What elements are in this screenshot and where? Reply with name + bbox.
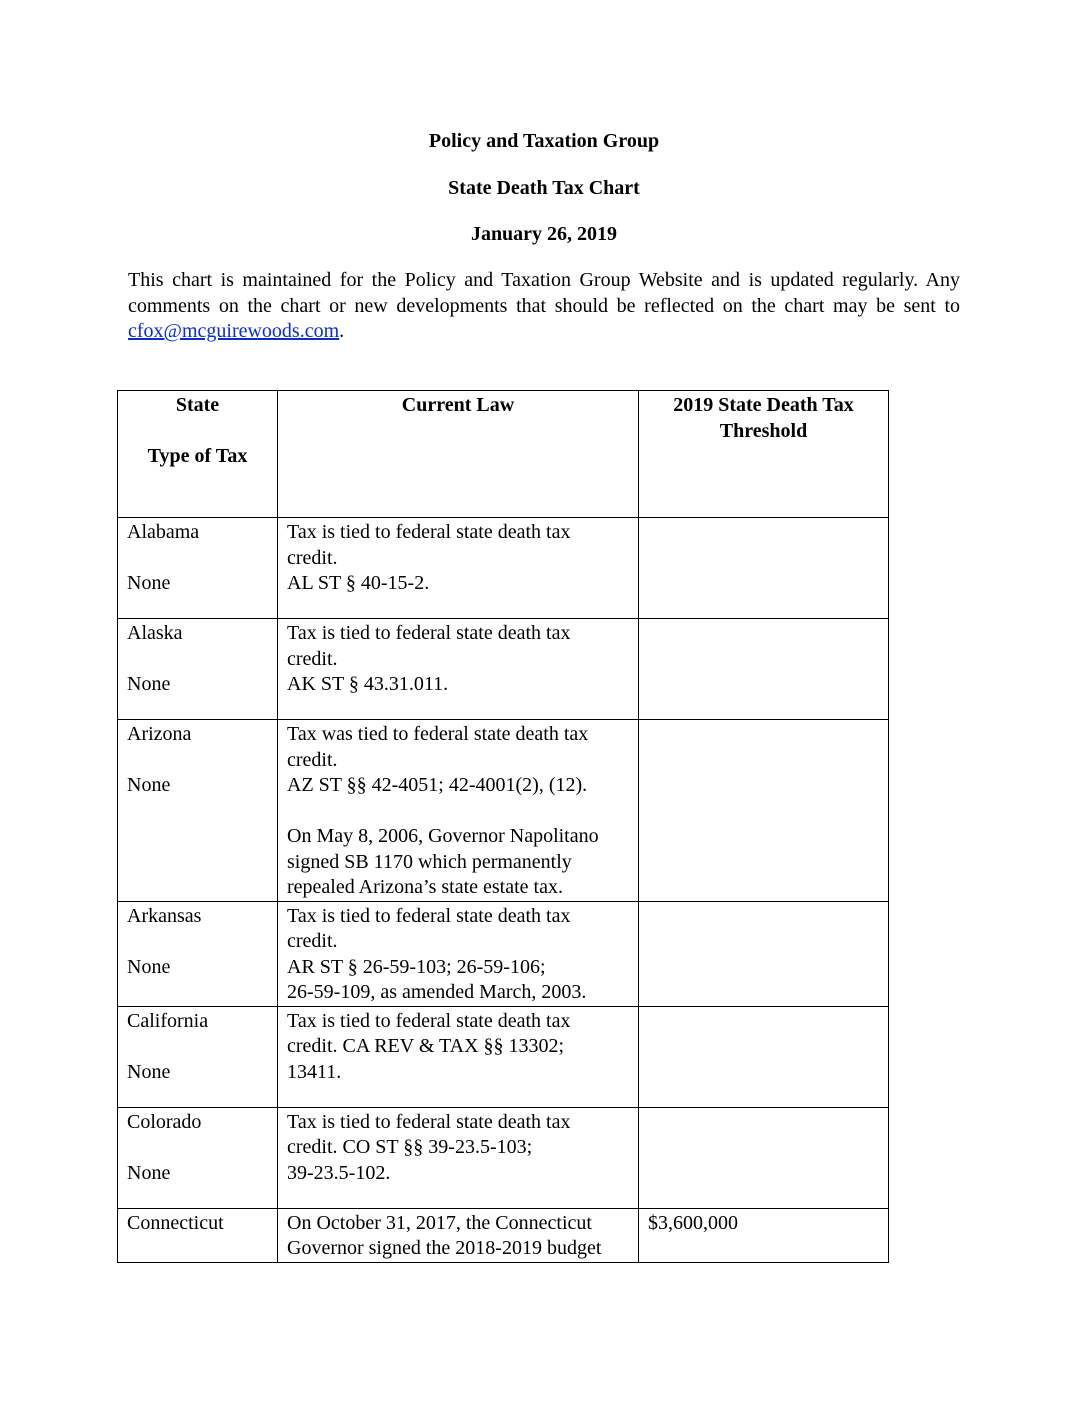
table-row — [118, 1208, 889, 1262]
state-name: Arizona — [127, 723, 192, 745]
threshold-cell — [639, 1208, 889, 1262]
law-line: Governor signed the 2018-2019 budget — [287, 1237, 602, 1259]
threshold-value: $3,600,000 — [648, 1211, 738, 1234]
header-threshold-line2: Threshold — [719, 419, 808, 442]
state-cell — [118, 1107, 278, 1208]
law-line: Tax was tied to federal state death tax — [287, 723, 589, 745]
threshold-cell — [639, 619, 889, 720]
law-line: credit. — [287, 546, 338, 569]
law-line: AR ST § 26-59-103; 26-59-106; — [287, 955, 546, 978]
intro-end: . — [339, 320, 345, 342]
law-line: 13411. — [287, 1060, 342, 1083]
state-cell — [118, 1208, 278, 1262]
table-row — [118, 619, 889, 720]
header-state — [118, 391, 278, 518]
law-line: credit. CA REV & TAX §§ 13302; — [287, 1035, 565, 1057]
law-cell — [278, 901, 639, 1006]
group-heading: Policy and Taxation Group — [428, 130, 660, 152]
state-name: California — [127, 1009, 209, 1032]
law-line: On October 31, 2017, the Connecticut — [287, 1211, 592, 1234]
state-cell — [118, 901, 278, 1006]
state-death-tax-table — [117, 390, 889, 1263]
threshold-cell — [639, 1107, 889, 1208]
table-row — [118, 1006, 889, 1107]
state-name: Arkansas — [127, 904, 202, 927]
law-cell — [278, 619, 639, 720]
intro-paragraph — [128, 268, 960, 345]
law-line: 39-23.5-102. — [287, 1161, 391, 1184]
email-link[interactable]: cfox@mcguirewoods.com — [128, 320, 340, 342]
table-row — [118, 901, 889, 1006]
law-cell — [278, 720, 639, 902]
header-threshold — [639, 391, 889, 518]
state-cell — [118, 619, 278, 720]
threshold-cell — [639, 901, 889, 1006]
law-line: Tax is tied to federal state death tax — [287, 622, 571, 644]
tax-type: None — [127, 774, 171, 796]
law-cell — [278, 1107, 639, 1208]
law-line: repealed Arizona’s state estate tax. — [287, 876, 563, 898]
threshold-cell — [639, 518, 889, 619]
tax-type: None — [127, 673, 171, 695]
law-line: signed SB 1170 which permanently — [287, 850, 572, 873]
law-line: AL ST § 40-15-2. — [287, 572, 430, 594]
table-row — [118, 720, 889, 902]
state-name: Alabama — [127, 521, 200, 543]
state-cell — [118, 720, 278, 902]
tax-type: None — [127, 955, 171, 978]
tax-type: None — [127, 572, 171, 594]
law-cell — [278, 1208, 639, 1262]
table-row — [118, 518, 889, 619]
state-name: Colorado — [127, 1110, 202, 1133]
header-threshold-line1: 2019 State Death Tax — [673, 394, 854, 416]
state-name: Alaska — [127, 622, 183, 644]
law-cell — [278, 1006, 639, 1107]
law-line: Tax is tied to federal state death tax — [287, 521, 571, 543]
table-row — [118, 1107, 889, 1208]
law-line: credit. — [287, 647, 338, 670]
law-line: AK ST § 43.31.011. — [287, 673, 449, 695]
table-header-row — [118, 391, 889, 518]
threshold-cell — [639, 720, 889, 902]
state-cell — [118, 518, 278, 619]
intro-text: This chart is maintained for the Policy and Taxation Group Website and is updated regularly. Any comments on the chart or new developments that should be reflected on the chart may be sent to — [128, 269, 960, 317]
law-line: 26-59-109, as amended March, 2003. — [287, 981, 587, 1003]
law-cell — [278, 518, 639, 619]
header-current-law — [278, 391, 639, 518]
law-line: credit. CO ST §§ 39-23.5-103; — [287, 1136, 533, 1158]
law-line: Tax is tied to federal state death tax — [287, 904, 571, 927]
state-cell — [118, 1006, 278, 1107]
law-line: AZ ST §§ 42-4051; 42-4001(2), (12). — [287, 774, 588, 796]
law-line: credit. — [287, 930, 338, 952]
law-line: Tax is tied to federal state death tax — [287, 1110, 571, 1133]
law-line: credit. — [287, 748, 338, 771]
header-type-of-tax-label: Type of Tax — [147, 445, 248, 467]
header-state-label: State — [175, 394, 220, 416]
state-name: Connecticut — [127, 1211, 224, 1234]
tax-type: None — [127, 1060, 171, 1083]
chart-title: State Death Tax Chart — [448, 177, 640, 199]
law-line: On May 8, 2006, Governor Napolitano — [287, 825, 599, 847]
chart-date: January 26, 2019 — [470, 223, 618, 245]
law-line: Tax is tied to federal state death tax — [287, 1009, 571, 1032]
threshold-cell — [639, 1006, 889, 1107]
tax-type: None — [127, 1161, 171, 1184]
header-current-law-label: Current Law — [401, 394, 515, 416]
